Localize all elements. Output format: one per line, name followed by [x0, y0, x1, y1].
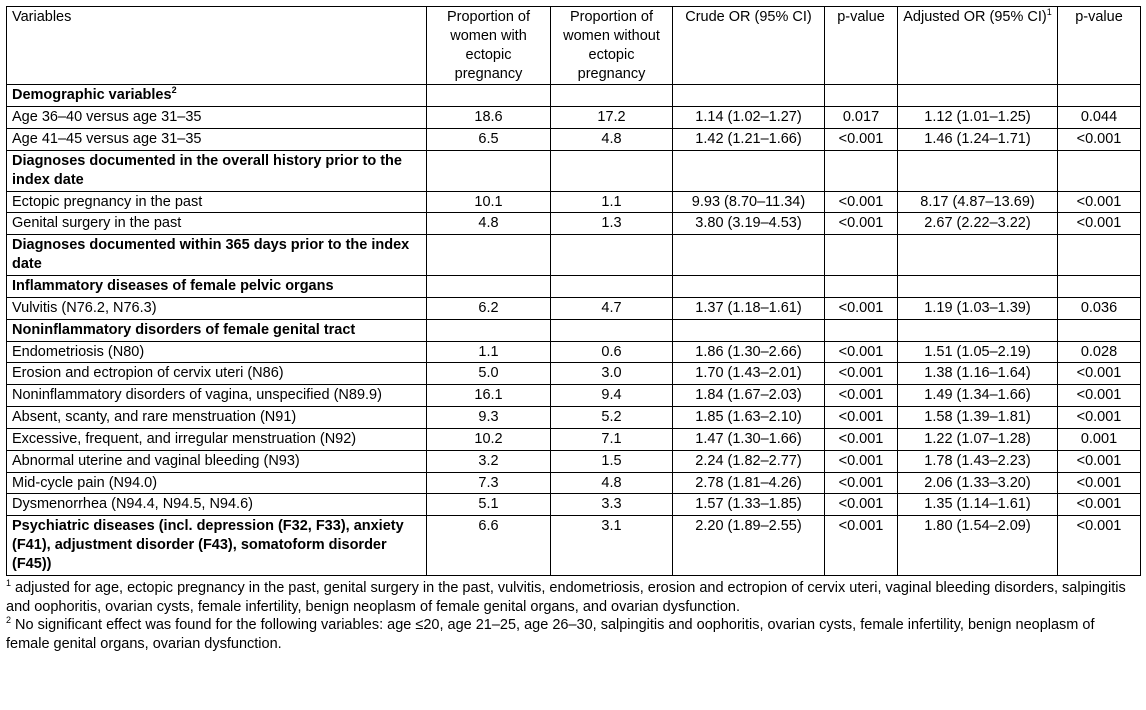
table-cell: 0.044: [1058, 107, 1141, 129]
table-cell: <0.001: [1058, 191, 1141, 213]
table-cell: <0.001: [825, 407, 898, 429]
table-cell: 1.78 (1.43–2.23): [898, 450, 1058, 472]
table-row: [7, 407, 1141, 429]
table-cell: [898, 150, 1058, 191]
table-cell: [427, 275, 551, 297]
table-row: [7, 191, 1141, 213]
row-label: Psychiatric diseases (incl. depression (F32, F33), anxiety (F41), adjustment disorder (F43), somatoform disorder (F45)): [12, 518, 404, 572]
row-label: Diagnoses documented in the overall history prior to the index date: [12, 152, 402, 188]
table-header-row: [7, 7, 1141, 85]
table-cell: 5.2: [551, 407, 673, 429]
document-page: [6, 6, 1142, 654]
column-header: [7, 7, 427, 85]
table-cell: 8.17 (4.87–13.69): [898, 191, 1058, 213]
footnote: [6, 616, 1142, 654]
table-cell: 4.8: [427, 213, 551, 235]
table-cell: <0.001: [825, 191, 898, 213]
row-label: Erosion and ectropion of cervix uteri (N86): [12, 365, 284, 382]
table-cell: <0.001: [1058, 494, 1141, 516]
footnote-text: No significant effect was found for the following variables: age ≤20, age 21–25, age 26–30, salpingitis and oophoritis, ovarian cysts, female infertility, benign neoplasm of female genital organs, ovarian dysfunction.: [6, 617, 1095, 653]
row-label-cell: [7, 85, 427, 107]
column-header: [1058, 7, 1141, 85]
row-label-cell: [7, 494, 427, 516]
column-header-label: p-value: [1075, 9, 1123, 25]
table-cell: [825, 150, 898, 191]
footnote-marker: 1: [1046, 7, 1052, 18]
table-cell: [1058, 319, 1141, 341]
row-label: Noninflammatory disorders of female genital tract: [12, 321, 356, 338]
column-header: [898, 7, 1058, 85]
table-cell: 10.1: [427, 191, 551, 213]
row-label: Genital surgery in the past: [12, 215, 182, 232]
table-row: [7, 107, 1141, 129]
table-cell: [825, 235, 898, 276]
table-cell: 5.0: [427, 363, 551, 385]
section-row: [7, 235, 1141, 276]
table-cell: 3.3: [551, 494, 673, 516]
table-cell: 1.5: [551, 450, 673, 472]
column-header-label: Crude OR (95% CI): [685, 9, 812, 25]
table-row: [7, 385, 1141, 407]
table-cell: 1.35 (1.14–1.61): [898, 494, 1058, 516]
table-cell: 3.2: [427, 450, 551, 472]
table-cell: <0.001: [1058, 407, 1141, 429]
row-label-cell: [7, 129, 427, 151]
table-cell: 2.78 (1.81–4.26): [673, 472, 825, 494]
table-cell: 1.80 (1.54–2.09): [898, 516, 1058, 576]
column-header-label: Proportion of women with ectopic pregnancy: [446, 9, 531, 82]
table-cell: 4.7: [551, 297, 673, 319]
row-label: Dysmenorrhea (N94.4, N94.5, N94.6): [12, 496, 253, 513]
table-cell: 1.47 (1.30–1.66): [673, 428, 825, 450]
table-cell: [825, 275, 898, 297]
table-cell: [673, 275, 825, 297]
table-cell: 1.3: [551, 213, 673, 235]
row-label-cell: [7, 275, 427, 297]
table-cell: [673, 150, 825, 191]
table-cell: 0.017: [825, 107, 898, 129]
table-cell: <0.001: [825, 129, 898, 151]
table-cell: 1.1: [427, 341, 551, 363]
row-label-cell: [7, 319, 427, 341]
table-cell: [551, 319, 673, 341]
row-label-cell: [7, 107, 427, 129]
table-cell: 1.49 (1.34–1.66): [898, 385, 1058, 407]
table-cell: <0.001: [825, 363, 898, 385]
table-cell: 1.86 (1.30–2.66): [673, 341, 825, 363]
section-row: [7, 85, 1141, 107]
table-cell: <0.001: [1058, 129, 1141, 151]
row-label: Absent, scanty, and rare menstruation (N91): [12, 409, 297, 426]
row-label: Diagnoses documented within 365 days prior to the index date: [12, 237, 410, 273]
column-header-label: Proportion of women without ectopic pregnancy: [563, 9, 660, 82]
table-row: [7, 213, 1141, 235]
table-cell: 1.46 (1.24–1.71): [898, 129, 1058, 151]
table-cell: 16.1: [427, 385, 551, 407]
table-cell: 1.14 (1.02–1.27): [673, 107, 825, 129]
table-cell: 4.8: [551, 472, 673, 494]
table-cell: [427, 85, 551, 107]
footnotes: [6, 579, 1142, 654]
row-label-cell: [7, 516, 427, 576]
column-header: [673, 7, 825, 85]
table-cell: 1.57 (1.33–1.85): [673, 494, 825, 516]
table-cell: 1.19 (1.03–1.39): [898, 297, 1058, 319]
section-row: [7, 319, 1141, 341]
table-cell: 1.58 (1.39–1.81): [898, 407, 1058, 429]
table-cell: 1.22 (1.07–1.28): [898, 428, 1058, 450]
row-label-cell: [7, 472, 427, 494]
row-label: Excessive, frequent, and irregular menstruation (N92): [12, 430, 357, 447]
row-label: Vulvitis (N76.2, N76.3): [12, 299, 157, 316]
row-label-cell: [7, 150, 427, 191]
table-cell: 9.4: [551, 385, 673, 407]
table-cell: [427, 235, 551, 276]
footnote-marker: 1: [6, 577, 12, 588]
table-cell: 0.028: [1058, 341, 1141, 363]
table-cell: 1.85 (1.63–2.10): [673, 407, 825, 429]
table-cell: [427, 150, 551, 191]
table-cell: [1058, 85, 1141, 107]
row-label-cell: [7, 213, 427, 235]
table-cell: 18.6: [427, 107, 551, 129]
table-row: [7, 363, 1141, 385]
table-cell: [673, 319, 825, 341]
table-cell: 2.67 (2.22–3.22): [898, 213, 1058, 235]
table-cell: [1058, 275, 1141, 297]
table-cell: 6.5: [427, 129, 551, 151]
row-label-cell: [7, 297, 427, 319]
table-cell: <0.001: [825, 385, 898, 407]
table-row: [7, 428, 1141, 450]
table-cell: [898, 235, 1058, 276]
table-cell: <0.001: [825, 428, 898, 450]
table-cell: <0.001: [825, 494, 898, 516]
column-header: [427, 7, 551, 85]
row-label: Age 41–45 versus age 31–35: [12, 131, 202, 148]
row-label-cell: [7, 428, 427, 450]
table-cell: [825, 319, 898, 341]
row-label-cell: [7, 450, 427, 472]
table-row: [7, 494, 1141, 516]
table-cell: <0.001: [1058, 213, 1141, 235]
table-cell: [898, 85, 1058, 107]
table-cell: 3.1: [551, 516, 673, 576]
table-cell: 0.001: [1058, 428, 1141, 450]
table-cell: 1.1: [551, 191, 673, 213]
table-cell: 6.2: [427, 297, 551, 319]
column-header: [551, 7, 673, 85]
row-label-cell: [7, 191, 427, 213]
table-cell: 9.93 (8.70–11.34): [673, 191, 825, 213]
row-label-cell: [7, 235, 427, 276]
table-cell: 2.24 (1.82–2.77): [673, 450, 825, 472]
table-cell: 1.38 (1.16–1.64): [898, 363, 1058, 385]
table-cell: 1.51 (1.05–2.19): [898, 341, 1058, 363]
table-cell: <0.001: [825, 472, 898, 494]
row-label: Ectopic pregnancy in the past: [12, 193, 203, 210]
footnote-marker: 2: [6, 615, 12, 626]
table-row: [7, 341, 1141, 363]
row-label: Demographic variables: [12, 87, 172, 104]
table-cell: 17.2: [551, 107, 673, 129]
row-label-cell: [7, 341, 427, 363]
row-label: Inflammatory diseases of female pelvic organs: [12, 277, 334, 294]
footnote-text: adjusted for age, ectopic pregnancy in the past, genital surgery in the past, vulvitis, endometriosis, erosion and ectropion of cervix uteri, vaginal bleeding disorders, salpingitis and oophoritis, ovarian cysts, female infertility, benign neoplasm of female genital organs, and ovarian dysfunction.: [6, 579, 1126, 615]
row-label-cell: [7, 363, 427, 385]
table-cell: 1.37 (1.18–1.61): [673, 297, 825, 319]
table-cell: 2.20 (1.89–2.55): [673, 516, 825, 576]
row-label: Endometriosis (N80): [12, 343, 145, 360]
table-cell: <0.001: [1058, 516, 1141, 576]
table-cell: [551, 235, 673, 276]
column-header: [825, 7, 898, 85]
table-cell: 6.6: [427, 516, 551, 576]
table-cell: [551, 85, 673, 107]
section-row: [7, 275, 1141, 297]
column-header-label: p-value: [837, 9, 885, 25]
table-cell: <0.001: [825, 297, 898, 319]
row-label: Noninflammatory disorders of vagina, unspecified (N89.9): [12, 387, 382, 404]
table-cell: [673, 85, 825, 107]
table-cell: 3.80 (3.19–4.53): [673, 213, 825, 235]
table-cell: [1058, 150, 1141, 191]
table-cell: [427, 319, 551, 341]
section-row: [7, 516, 1141, 576]
table-cell: [1058, 235, 1141, 276]
table-cell: [551, 275, 673, 297]
table-cell: <0.001: [1058, 363, 1141, 385]
table-cell: <0.001: [1058, 450, 1141, 472]
table-cell: <0.001: [825, 516, 898, 576]
row-label-cell: [7, 385, 427, 407]
table-cell: <0.001: [825, 450, 898, 472]
table-cell: 1.70 (1.43–2.01): [673, 363, 825, 385]
table-cell: <0.001: [825, 213, 898, 235]
table-cell: 1.12 (1.01–1.25): [898, 107, 1058, 129]
section-row: [7, 150, 1141, 191]
table-cell: 9.3: [427, 407, 551, 429]
column-header-label: Variables: [12, 9, 72, 25]
table-cell: [673, 235, 825, 276]
table-cell: [825, 85, 898, 107]
table-row: [7, 297, 1141, 319]
table-cell: 2.06 (1.33–3.20): [898, 472, 1058, 494]
row-label: Abnormal uterine and vaginal bleeding (N93): [12, 452, 300, 469]
table-row: [7, 450, 1141, 472]
table-row: [7, 129, 1141, 151]
table-cell: 7.1: [551, 428, 673, 450]
table-row: [7, 472, 1141, 494]
table-cell: 0.036: [1058, 297, 1141, 319]
table-cell: 4.8: [551, 129, 673, 151]
footnote: [6, 579, 1142, 617]
table-cell: 0.6: [551, 341, 673, 363]
table-cell: <0.001: [825, 341, 898, 363]
table-cell: 1.42 (1.21–1.66): [673, 129, 825, 151]
table-cell: 7.3: [427, 472, 551, 494]
table-cell: <0.001: [1058, 385, 1141, 407]
table-cell: [898, 319, 1058, 341]
results-table: [6, 6, 1141, 576]
table-cell: [898, 275, 1058, 297]
table-cell: [551, 150, 673, 191]
table-cell: <0.001: [1058, 472, 1141, 494]
table-cell: 5.1: [427, 494, 551, 516]
table-cell: 10.2: [427, 428, 551, 450]
row-label: Age 36–40 versus age 31–35: [12, 109, 202, 126]
row-label: Mid-cycle pain (N94.0): [12, 474, 158, 491]
column-header-label: Adjusted OR (95% CI): [903, 9, 1047, 25]
table-cell: 1.84 (1.67–2.03): [673, 385, 825, 407]
footnote-marker: 2: [171, 85, 177, 96]
row-label-cell: [7, 407, 427, 429]
table-cell: 3.0: [551, 363, 673, 385]
